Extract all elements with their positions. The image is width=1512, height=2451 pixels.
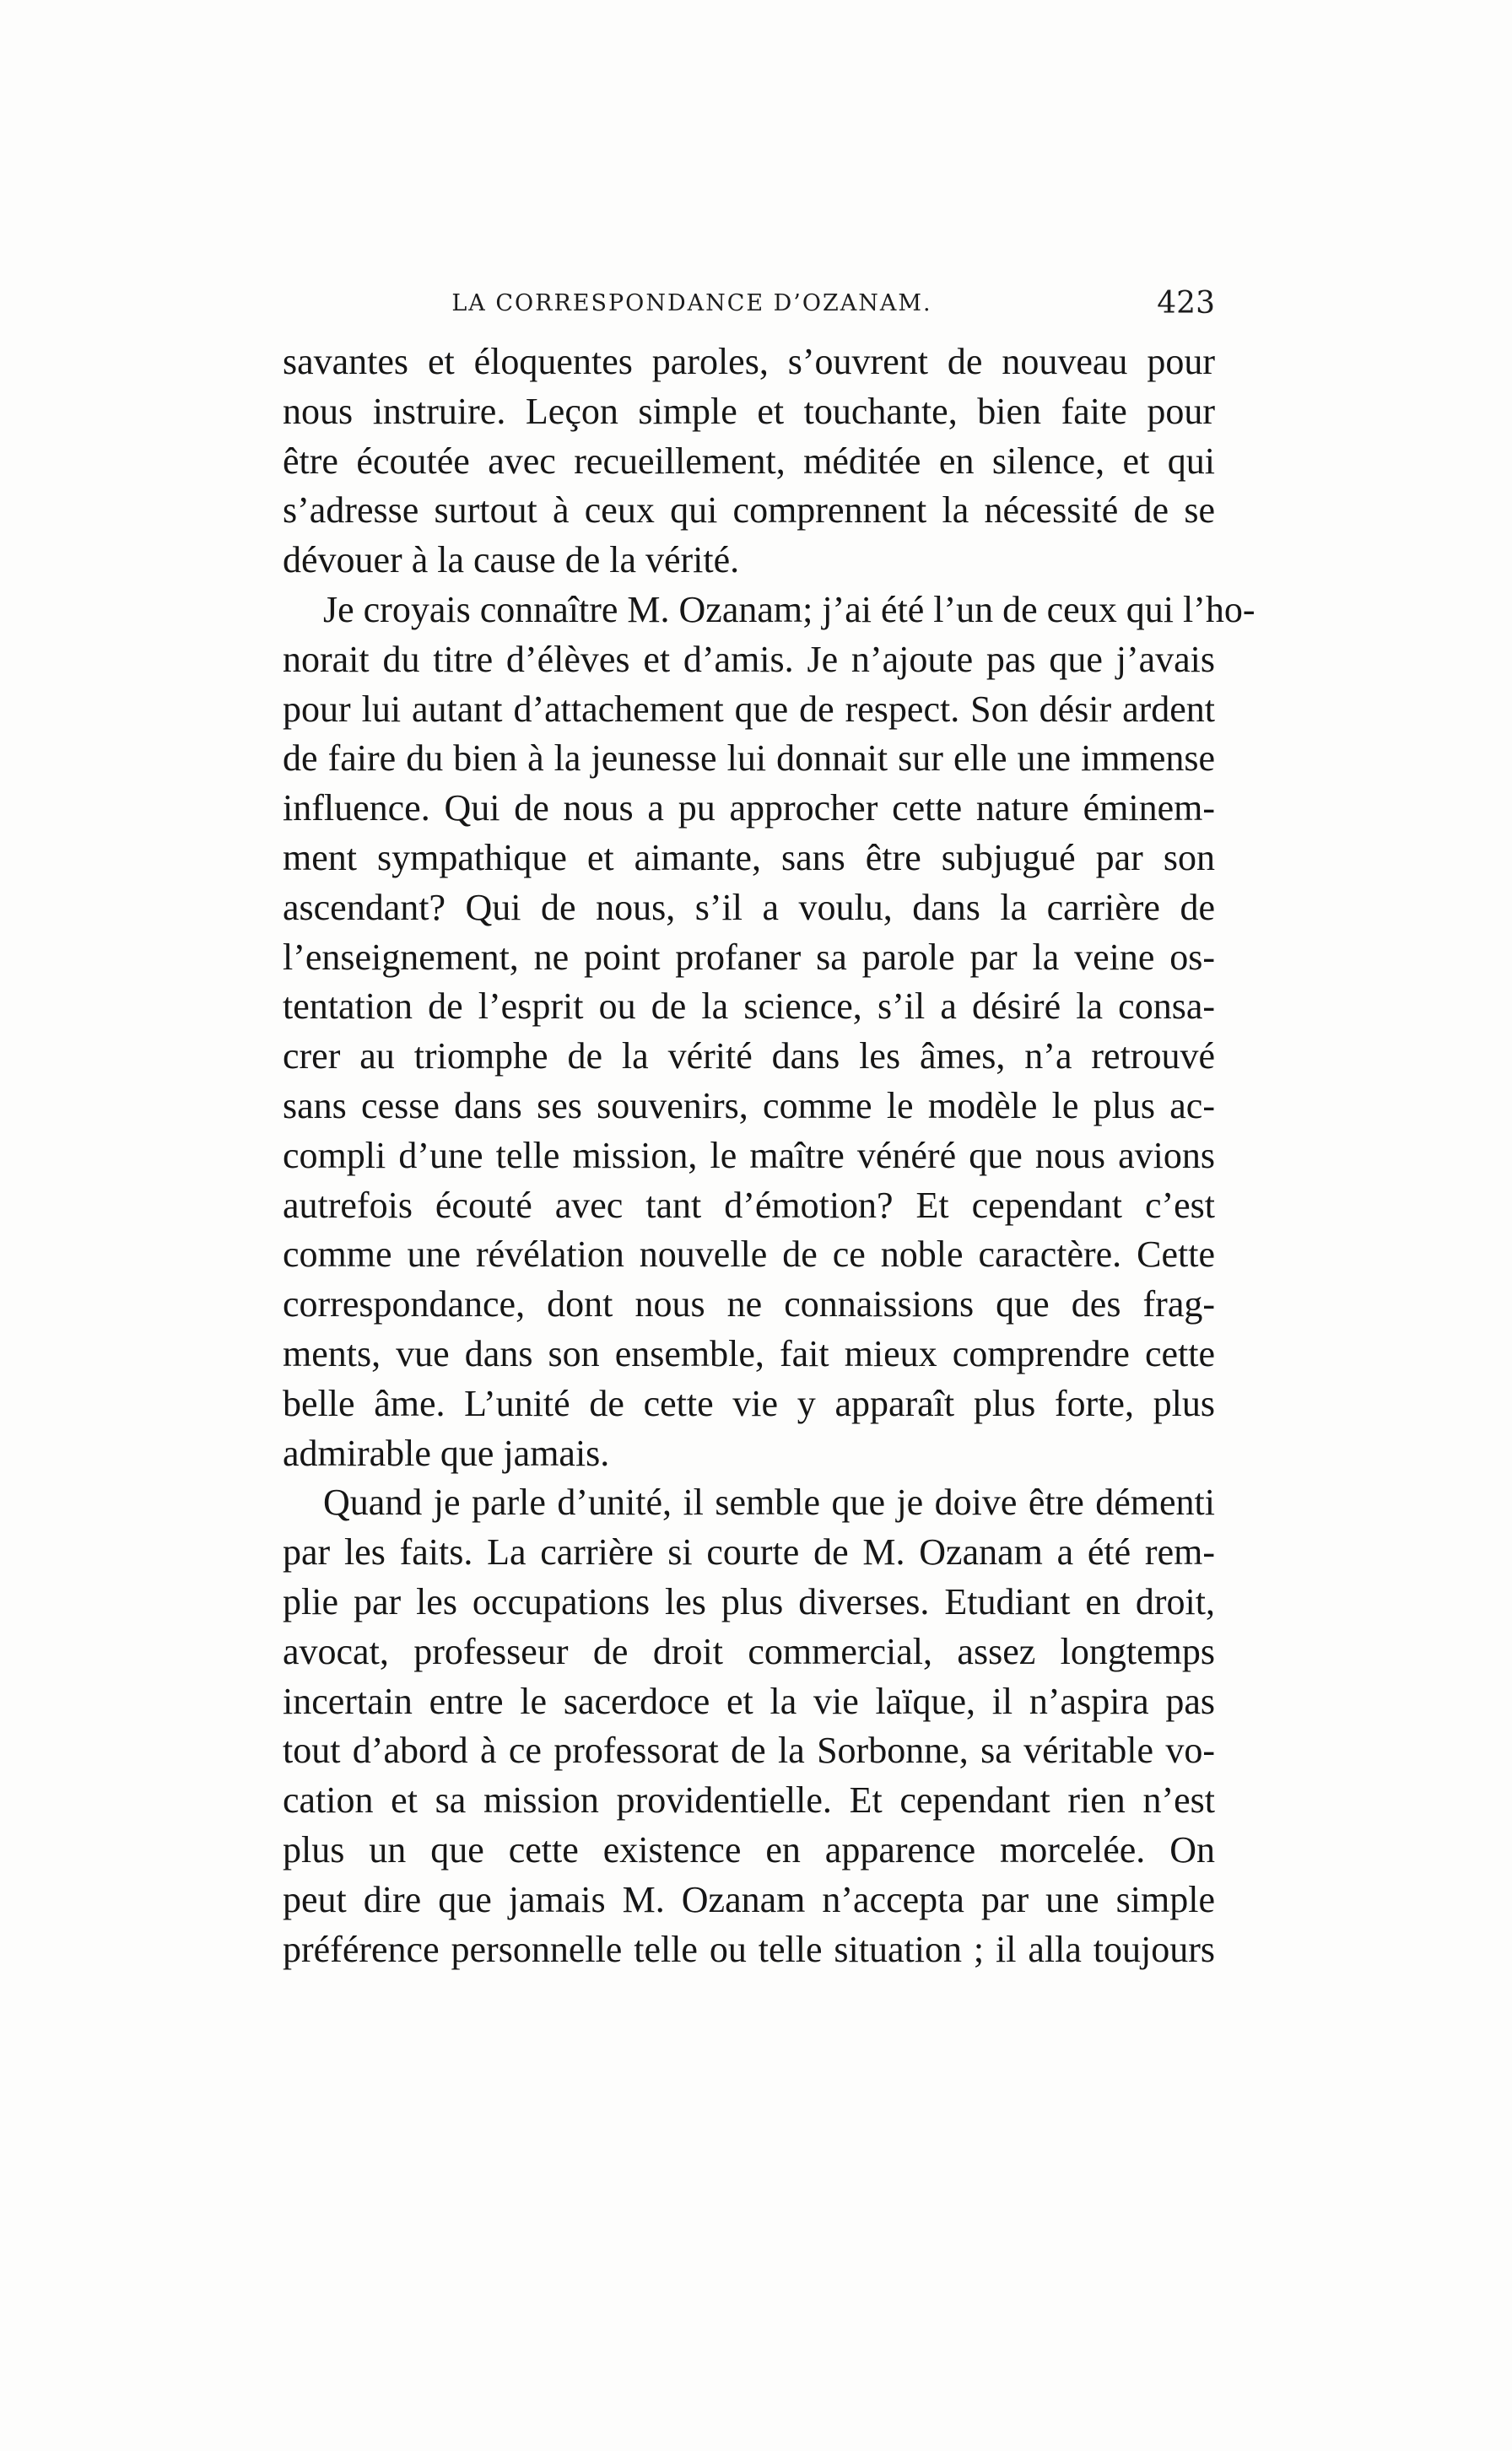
text-line: savantes et éloquentes paroles, s’ouvrent de nouveau pour — [283, 341, 1215, 382]
text-line: belle âme. L’unité de cette vie y apparaît plus forte, plus — [283, 1382, 1215, 1424]
text-line: autrefois écouté avec tant d’émotion? Et cependant c’est — [283, 1184, 1215, 1226]
page-header — [287, 278, 1215, 329]
text-line: tentation de l’esprit ou de la science, s’il a désiré la consa- — [283, 985, 1215, 1028]
text-line: Quand je parle d’unité, il semble que je doive être démenti — [323, 1482, 1215, 1524]
text-line: ments, vue dans son ensemble, fait mieux comprendre cette — [283, 1332, 1215, 1374]
text-line: influence. Qui de nous a pu approcher cette nature éminem- — [283, 787, 1215, 829]
text-line: plus un que cette existence en apparence morcelée. On — [283, 1828, 1215, 1871]
text-line: être écoutée avec recueillement, méditée en silence, et qui — [283, 440, 1215, 482]
paragraph — [283, 586, 1256, 1478]
text-line: sans cesse dans ses souvenirs, comme le modèle le plus ac- — [283, 1084, 1215, 1126]
text-line: norait du titre d’élèves et d’amis. Je n’ajoute pas que j’avais — [283, 638, 1215, 680]
text-line: tout d’abord à ce professorat de la Sorbonne, sa véritable vo- — [283, 1730, 1215, 1772]
paragraph — [283, 1478, 1215, 1974]
body-text — [283, 337, 1256, 1974]
running-title: LA CORRESPONDANCE D’OZANAM. — [451, 290, 932, 316]
text-line: par les faits. La carrière si courte de M. Ozanam a été rem- — [283, 1531, 1215, 1574]
text-line: compli d’une telle mission, le maître vénéré que nous avions — [283, 1134, 1215, 1176]
text-line: s’adresse surtout à ceux qui comprennent la nécessité de se — [283, 489, 1215, 532]
text-line: peut dire que jamais M. Ozanam n’accepta par une simple — [283, 1878, 1215, 1920]
page-number: 423 — [1157, 286, 1215, 321]
text-line: dévouer à la cause de la vérité. — [283, 539, 740, 581]
text-line: l’enseignement, ne point profaner sa parole par la veine os- — [283, 936, 1215, 978]
text-line: nous instruire. Leçon simple et touchante, bien faite pour — [283, 390, 1215, 432]
text-line: plie par les occupations les plus diverses. Etudiant en droit, — [283, 1580, 1215, 1622]
text-line: Je croyais connaître M. Ozanam; j’ai été l’un de ceux qui l’ho- — [323, 588, 1256, 630]
paragraph — [283, 337, 1215, 586]
text-line: admirable que jamais. — [283, 1432, 610, 1474]
text-line: cation et sa mission providentielle. Et cependant rien n’est — [283, 1779, 1215, 1822]
text-line: ascendant? Qui de nous, s’il a voulu, dans la carrière de — [283, 886, 1215, 928]
text-line: crer au triomphe de la vérité dans les âmes, n’a retrouvé — [283, 1035, 1215, 1077]
text-line: de faire du bien à la jeunesse lui donnait sur elle une immense — [283, 737, 1215, 780]
text-line: ment sympathique et aimante, sans être subjugué par son — [283, 836, 1215, 878]
text-line: pour lui autant d’attachement que de respect. Son désir ardent — [283, 688, 1215, 730]
text-line: avocat, professeur de droit commercial, assez longtemps — [283, 1630, 1215, 1672]
text-line: comme une révélation nouvelle de ce noble caractère. Cette — [283, 1234, 1215, 1276]
text-line: correspondance, dont nous ne connaissions que des frag- — [283, 1283, 1215, 1325]
text-line: préférence personnelle telle ou telle situation ; il alla toujours — [283, 1928, 1215, 1970]
text-line: incertain entre le sacerdoce et la vie laïque, il n’aspira pas — [283, 1680, 1215, 1722]
